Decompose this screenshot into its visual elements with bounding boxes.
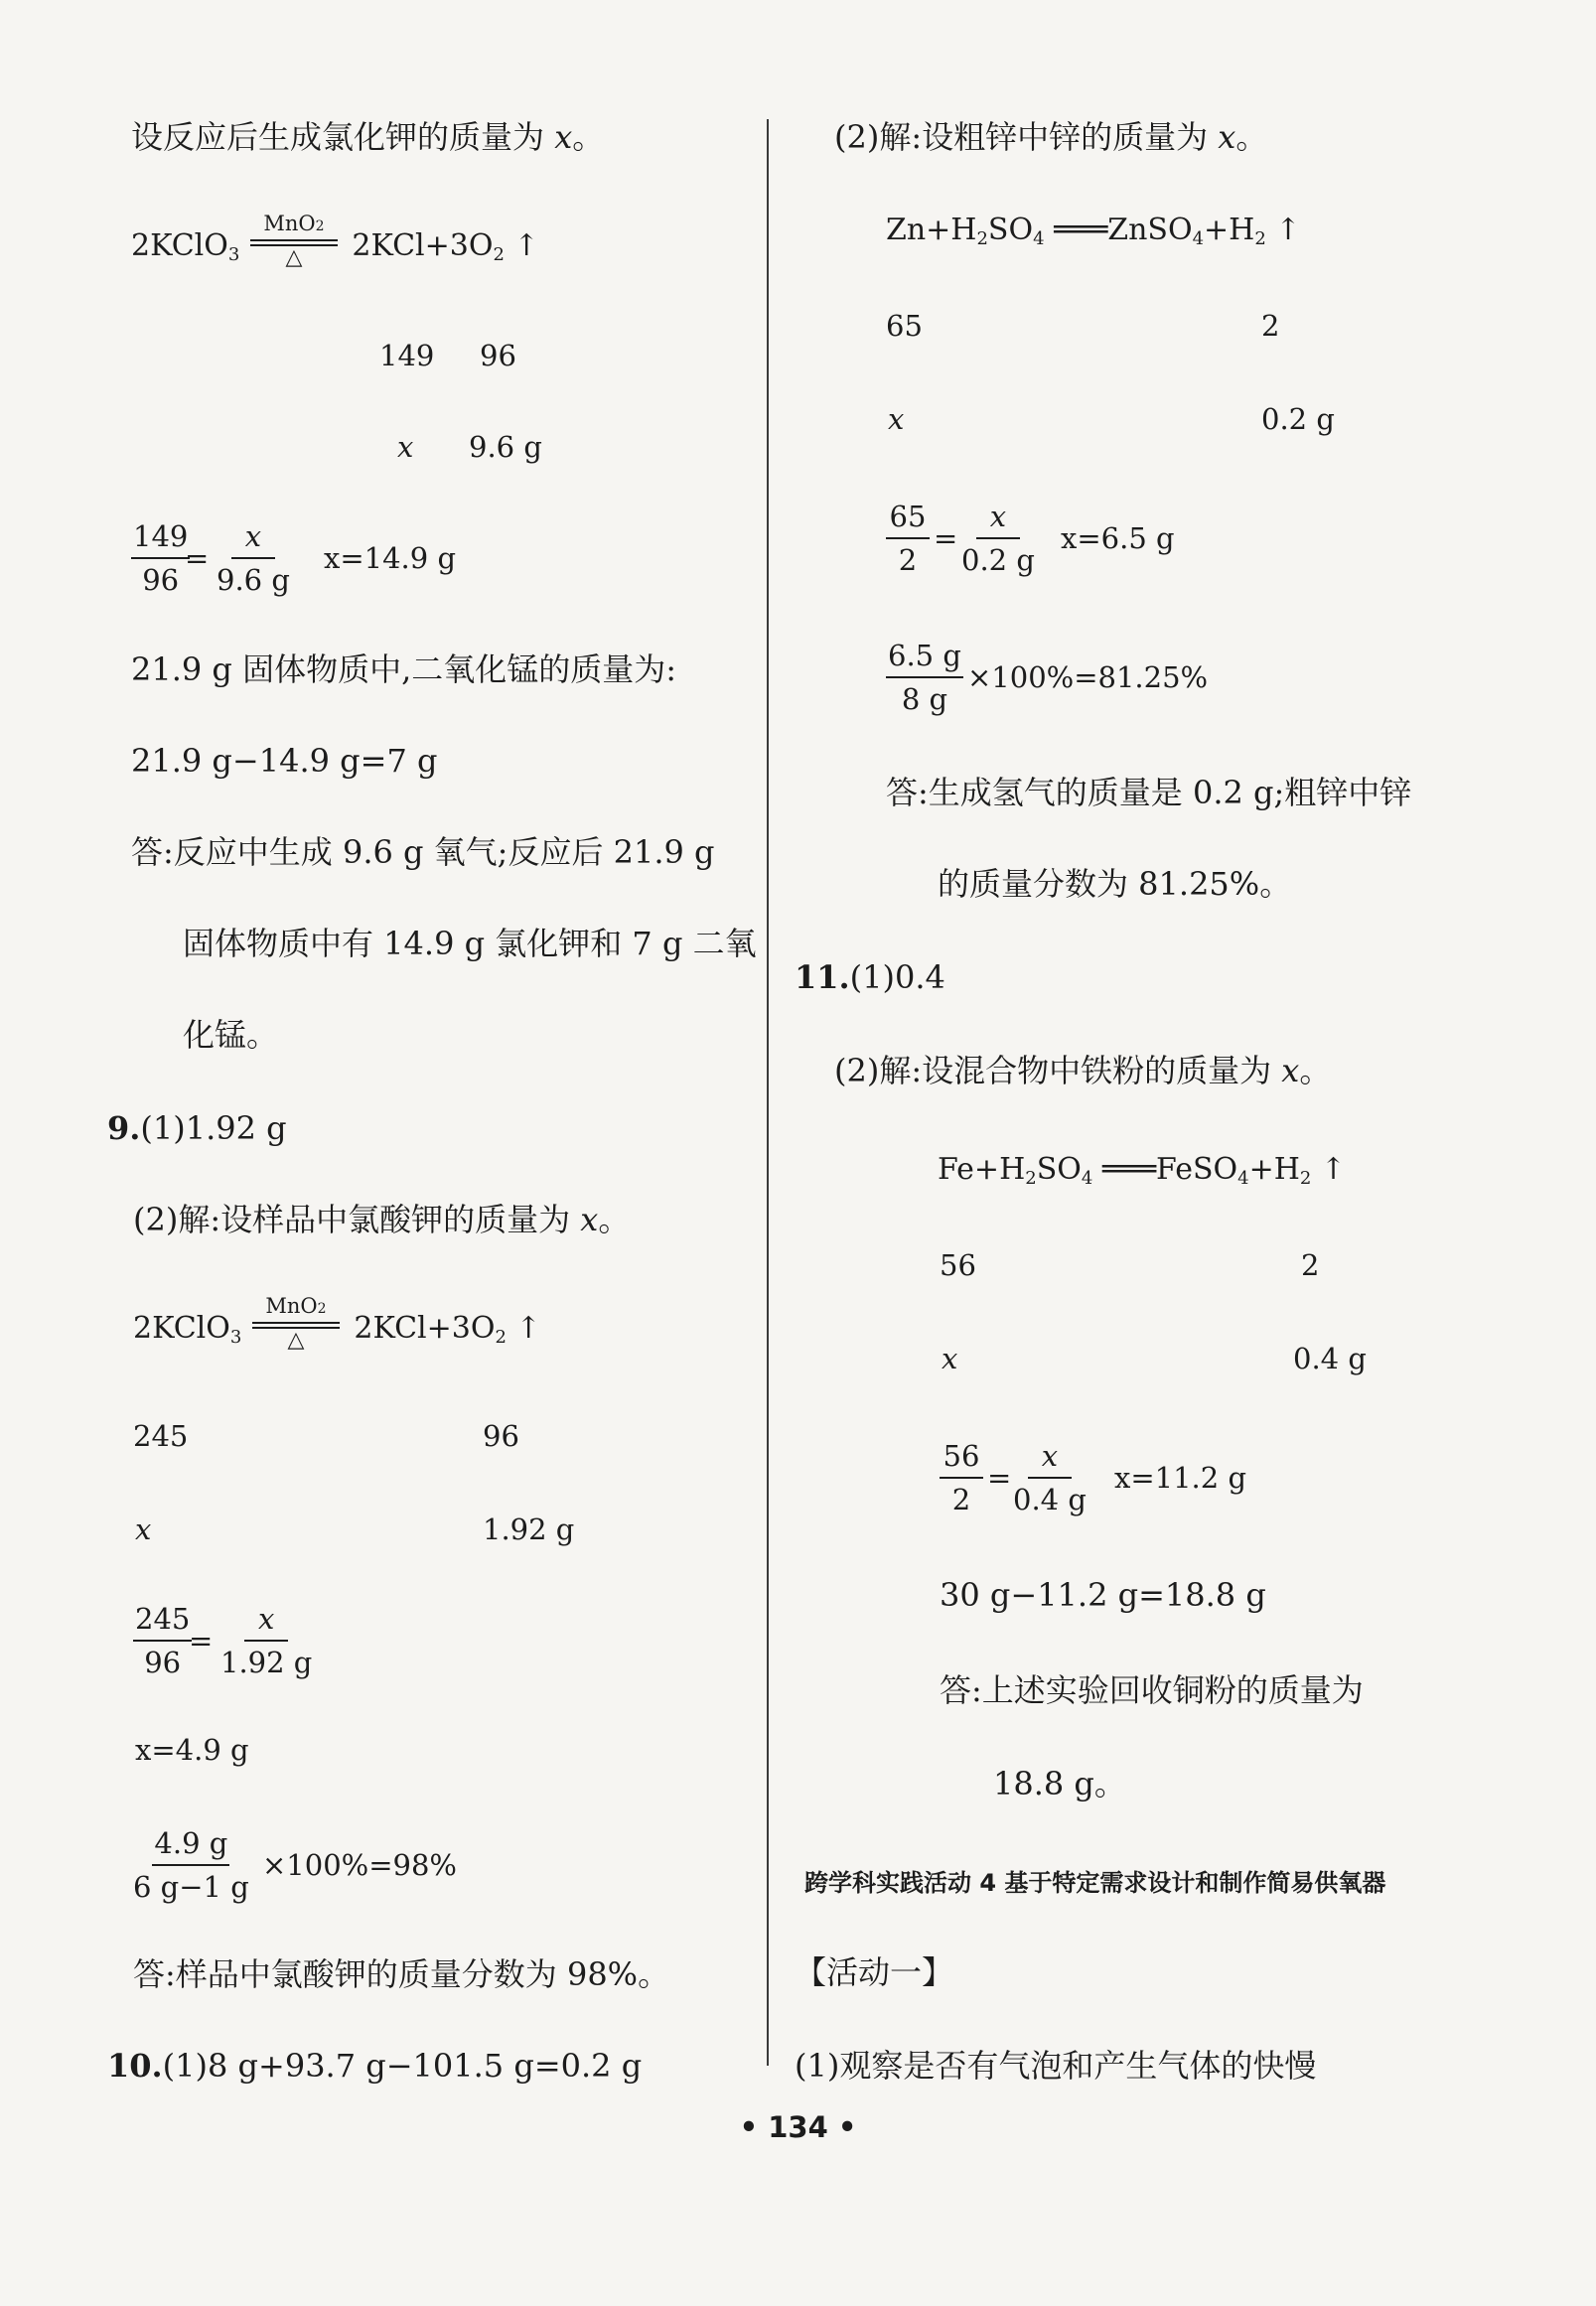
page-number: • 134 • bbox=[739, 2110, 857, 2144]
right-fraction-x-0-2g: $\frac{x}{0.2 g}$ bbox=[961, 500, 1035, 577]
left-ratio-x: x bbox=[397, 430, 414, 464]
right-result-6-5g: x=6.5 g bbox=[1061, 521, 1175, 555]
left-fraction-x-1-92g: $\frac{x}{1.92 g}$ bbox=[220, 1602, 313, 1679]
right-ratio-65: 65 bbox=[886, 309, 923, 343]
right-fraction-equals-1: = bbox=[934, 521, 958, 555]
right-ratio-x: x bbox=[888, 402, 905, 436]
left-ratio-x-b: x bbox=[135, 1513, 152, 1546]
left-fraction-149-96: $\frac{149}{96}$ bbox=[133, 519, 189, 597]
left-fraction-equals-1: = bbox=[185, 541, 210, 575]
left-ratio-245: 245 bbox=[133, 1419, 189, 1453]
right-ratio-56: 56 bbox=[940, 1248, 976, 1282]
right-ratio-2: 2 bbox=[1261, 309, 1280, 343]
right-ratio-0-4g: 0.4 g bbox=[1293, 1342, 1367, 1375]
left-fraction-x-9-6g: $\frac{x}{9.6 g}$ bbox=[217, 519, 290, 597]
left-fraction-equals-2: = bbox=[189, 1624, 214, 1657]
right-fraction-percent: $\frac{6.5 g}{8 g}$ bbox=[888, 639, 961, 716]
left-answer-1b: 固体物质中有 14.9 g 氯化钾和 7 g 二氧 bbox=[183, 925, 757, 962]
left-ratio-1-92g: 1.92 g bbox=[483, 1513, 575, 1546]
left-ratio-9-6g: 9.6 g bbox=[469, 430, 542, 464]
left-answer-1a: 答:反应中生成 9.6 g 氧气;反应后 21.9 g bbox=[131, 833, 715, 871]
activity-one-heading: 【活动一】 bbox=[795, 1953, 954, 1991]
left-percent-98: ×100%=98% bbox=[262, 1848, 457, 1882]
right-line-subtraction: 30 g−11.2 g=18.8 g bbox=[940, 1576, 1266, 1614]
left-answer-1c: 化锰。 bbox=[183, 1016, 279, 1054]
right-result-11-2g: x=11.2 g bbox=[1114, 1461, 1247, 1495]
right-answer-2a: 答:上述实验回收铜粉的质量为 bbox=[940, 1671, 1364, 1709]
left-answer-2: 答:样品中氯酸钾的质量分数为 98%。 bbox=[133, 1955, 670, 1993]
question-11-part-1: 11.(1)0.4 bbox=[795, 958, 945, 996]
question-9-part-2: (2)解:设样品中氯酸钾的质量为 x。 bbox=[133, 1201, 631, 1238]
left-ratio-149: 149 bbox=[379, 339, 435, 372]
left-line-subtraction: 21.9 g−14.9 g=7 g bbox=[131, 742, 438, 780]
left-equation-kclo3-1: 2KClO$_3$ $2KCl+3O_2$ ↑ bbox=[131, 228, 539, 265]
right-ratio-x-b: x bbox=[942, 1342, 958, 1375]
question-10-part-1: 10.(1)8 g+93.7 g−101.5 g=0.2 g bbox=[107, 2047, 643, 2085]
right-answer-1a: 答:生成氢气的质量是 0.2 g;粗锌中锌 bbox=[886, 774, 1412, 811]
left-ratio-96: 96 bbox=[480, 339, 516, 372]
right-fraction-x-0-4g: $\frac{x}{0.4 g}$ bbox=[1013, 1439, 1087, 1516]
left-line-mno2-mass: 21.9 g 固体物质中,二氧化锰的质量为: bbox=[131, 650, 677, 688]
right-ratio-2-b: 2 bbox=[1301, 1248, 1320, 1282]
right-equation-zn: $Zn+H_2SO_4$ $═══ZnSO_4+H_2$ ↑ bbox=[886, 213, 1301, 249]
catalyst-arrow-2: MnO2 △ bbox=[252, 1293, 340, 1353]
right-answer-1b: 的质量分数为 81.25%。 bbox=[938, 865, 1292, 903]
right-fraction-equals-2: = bbox=[987, 1461, 1012, 1495]
right-fraction-65-2: $\frac{65}{2}$ bbox=[886, 499, 930, 578]
right-fraction-56-2: $\frac{56}{2}$ bbox=[940, 1438, 983, 1517]
left-fraction-245-96: $\frac{245}{96}$ bbox=[135, 1602, 191, 1679]
left-result-14-9g: x=14.9 g bbox=[324, 541, 457, 575]
section-title-activity-4: 跨学科实践活动 4 基于特定需求设计和制作简易供氧器 bbox=[804, 1869, 1386, 1897]
column-divider bbox=[767, 119, 769, 2066]
left-ratio-96-b: 96 bbox=[483, 1419, 519, 1453]
right-answer-2b: 18.8 g。 bbox=[993, 1765, 1126, 1802]
catalyst-arrow-1: MnO2 △ bbox=[250, 211, 338, 270]
right-equation-fe: $Fe+H_2SO_4$ $═══FeSO_4+H_2$ ↑ bbox=[938, 1152, 1347, 1189]
right-ratio-0-2g: 0.2 g bbox=[1261, 402, 1335, 436]
right-percent-81-25: ×100%=81.25% bbox=[967, 660, 1209, 694]
right-line-1: (2)解:设粗锌中锌的质量为 x。 bbox=[834, 118, 1268, 156]
left-fraction-percent: $\frac{4.9 g}{6 g-1 g}$ bbox=[133, 1826, 249, 1904]
question-9-part-1: 9.(1)1.92 g bbox=[107, 1109, 287, 1147]
left-equation-kclo3-2: 2KClO$_3$ $2KCl+3O_2$ ↑ bbox=[133, 1311, 541, 1348]
question-11-part-2: (2)解:设混合物中铁粉的质量为 x。 bbox=[834, 1052, 1332, 1089]
activity-one-item-1: (1)观察是否有气泡和产生气体的快慢 bbox=[795, 2047, 1317, 2085]
left-line-1: 设反应后生成氯化钾的质量为 x。 bbox=[131, 118, 605, 156]
left-result-4-9g: x=4.9 g bbox=[135, 1733, 249, 1767]
